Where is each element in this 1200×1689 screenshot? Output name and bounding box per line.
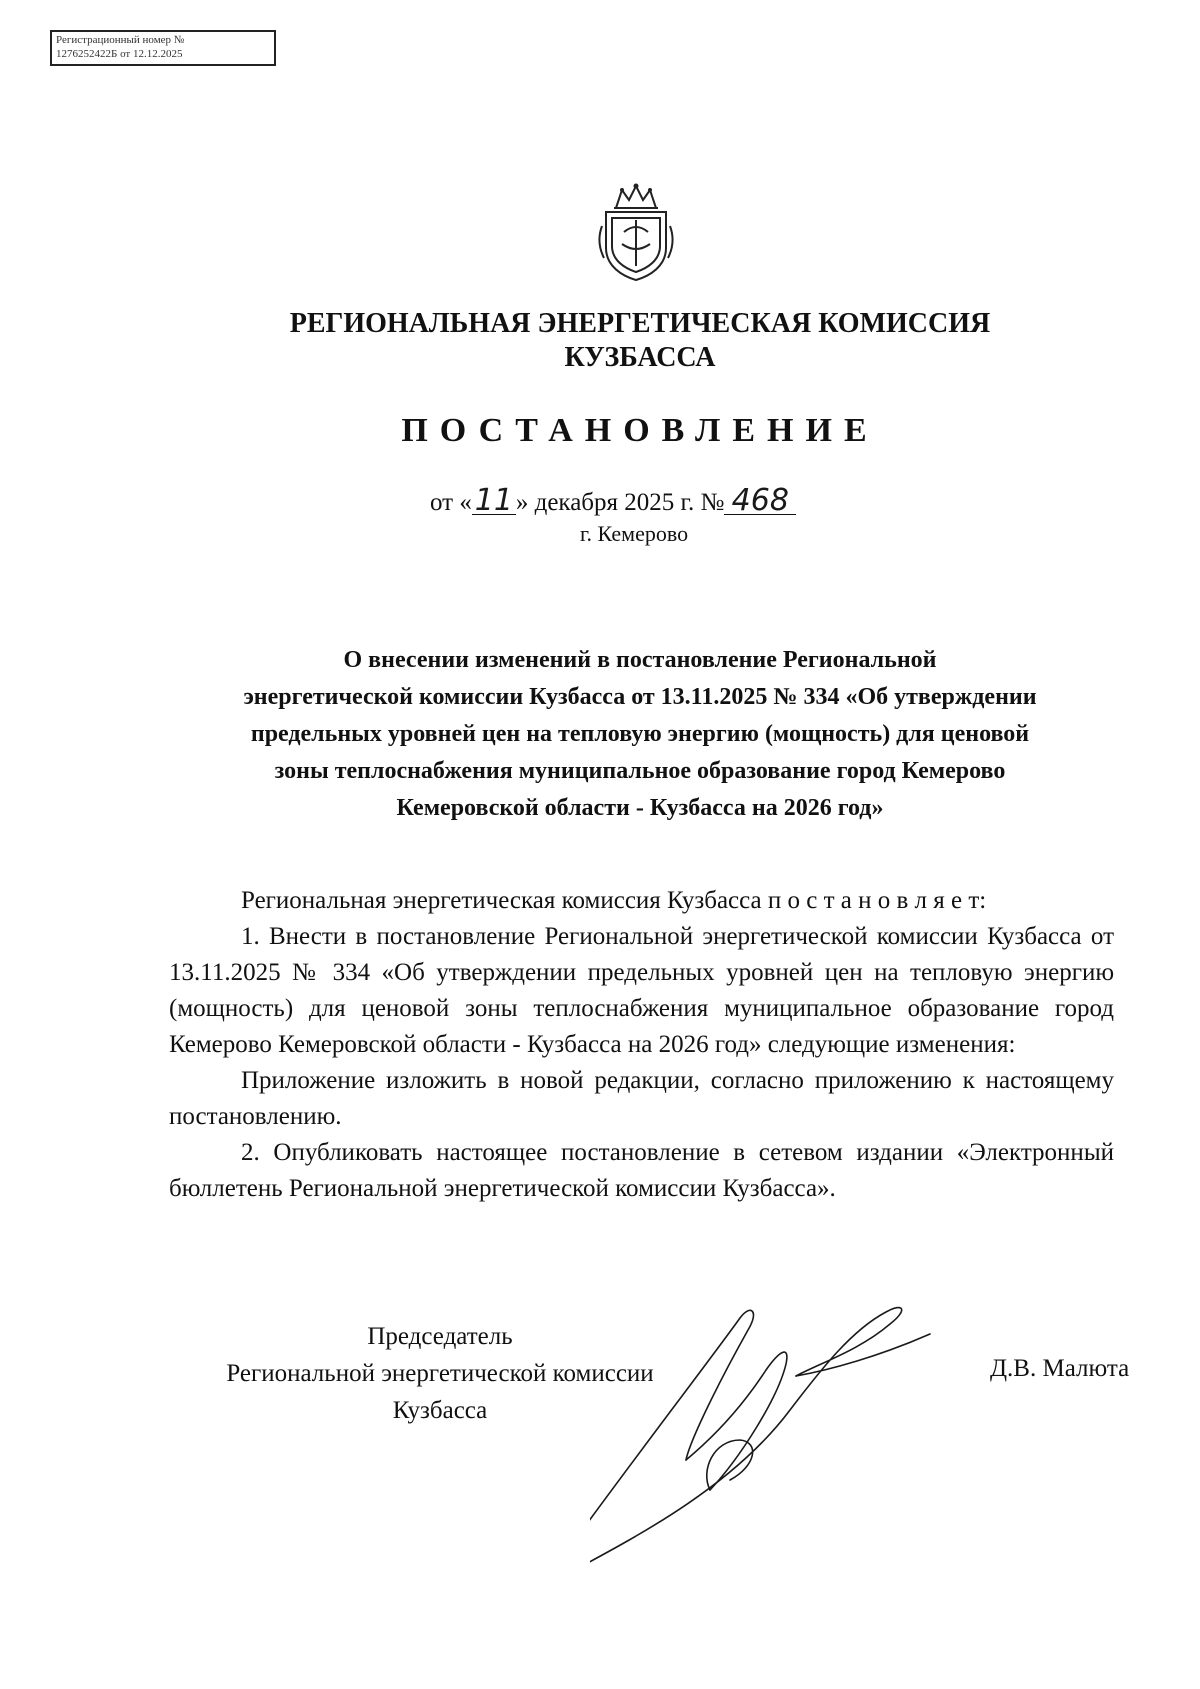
subject-line-2: энергетической комиссии Кузбасса от 13.11.2025 № 334 «Об утверждении xyxy=(243,684,1037,710)
registration-line-1: Регистрационный номер № xyxy=(56,34,185,46)
handwritten-signature xyxy=(590,1290,1010,1600)
handwritten-day: 11 xyxy=(472,488,516,515)
city: г. Кемерово xyxy=(580,521,689,546)
body-item-2: 2. Опубликовать настоящее постановление в сетевом издании «Электронный бюллетень Региональной энергетической комиссии Кузбасса». xyxy=(169,1139,1114,1202)
body-intro: Региональная энергетическая комиссия Кузбасса п о с т а н о в л я е т: xyxy=(241,887,987,914)
document-body xyxy=(169,883,1114,1207)
signatory-title-line-2: Региональной энергетической комиссии xyxy=(226,1360,654,1387)
date-prefix: от « xyxy=(430,489,472,516)
document-type: ПОСТАНОВЛЕНИЕ xyxy=(401,412,879,449)
registration-stamp xyxy=(50,30,276,66)
subject-line-1: О внесении изменений в постановление Региональной xyxy=(343,647,937,673)
subject-line-5: Кемеровской области - Кузбасса на 2026 год» xyxy=(396,795,884,821)
organization-line-1: РЕГИОНАЛЬНАЯ ЭНЕРГЕТИЧЕСКАЯ КОМИССИЯ xyxy=(289,308,991,339)
date-line xyxy=(430,483,796,518)
body-item-1-detail: Приложение изложить в новой редакции, согласно приложению к настоящему постановлению. xyxy=(169,1067,1114,1130)
subject-line-3: предельных уровней цен на тепловую энергию (мощность) для ценовой xyxy=(250,721,1030,747)
coat-of-arms-icon xyxy=(594,182,678,282)
date-middle: » декабря 2025 г. № xyxy=(515,489,725,516)
signatory-name: Д.В. Малюта xyxy=(990,1355,1130,1382)
subject-line-4: зоны теплоснабжения муниципальное образование город Кемерово xyxy=(274,758,1006,784)
signatory-title-line-1: Председатель xyxy=(367,1323,513,1350)
signatory-title-line-3: Кузбасса xyxy=(392,1397,488,1424)
body-item-1: 1. Внести в постановление Региональной энергетической комиссии Кузбасса от 13.11.2025 № 334 «Об утверждении предельных уровней цен на тепловую энергию (мощность) для ценовой зоны теплоснабжения муниципальное образование город Кемерово Кемеровской области - Кузбасса на 2026 год» следующие изменения: xyxy=(169,923,1114,1058)
document-subject xyxy=(160,642,1120,827)
registration-line-2: 1276252422Б от 12.12.2025 xyxy=(56,48,183,60)
organization-line-2: КУЗБАССА xyxy=(564,342,716,373)
organization-name xyxy=(200,307,1080,375)
handwritten-number: 468 xyxy=(724,488,796,515)
